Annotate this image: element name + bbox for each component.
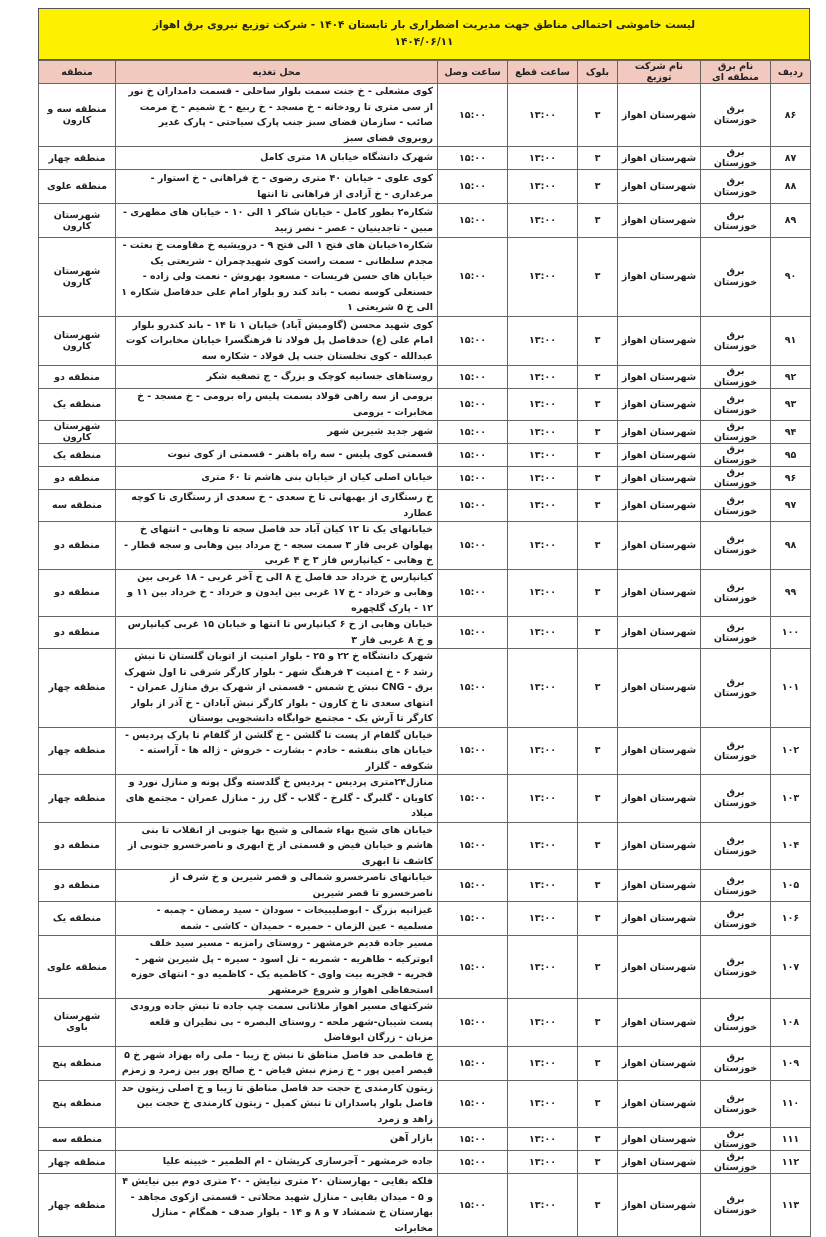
region-cell: شهرستان کارون (39, 421, 116, 444)
row-number: ۹۶ (771, 467, 811, 490)
region-cell: منطقه دو (39, 617, 116, 649)
location-cell: برومی از سه راهی فولاد بسمت پلیس راه برومی - خ مسجد - خ مخابرات - برومی (116, 389, 438, 421)
company-cell: برق خوزستان (701, 444, 771, 467)
title-line: لیست خاموشی احتمالی مناطق جهت مدیریت اضطراری بار تابستان ۱۴۰۴ - شرکت توزیع نیروی برق اهواز (152, 19, 696, 31)
connect-time: ۱۵:۰۰ (438, 467, 508, 490)
connect-time: ۱۵:۰۰ (438, 366, 508, 389)
dist-cell: شهرستان اهواز (618, 902, 701, 936)
location-cell: خ رستگاری از بهبهانی تا خ سعدی - خ سعدی از رستگاری تا کوچه عطارد (116, 490, 438, 522)
table-row (39, 617, 811, 649)
row-number: ۱۱۱ (771, 1128, 811, 1151)
table-row (39, 490, 811, 522)
company-cell: برق خوزستان (701, 727, 771, 775)
row-number: ۹۴ (771, 421, 811, 444)
region-cell: منطقه دو (39, 467, 116, 490)
outage-table (38, 60, 811, 1237)
company-cell: برق خوزستان (701, 1046, 771, 1080)
connect-time: ۱۵:۰۰ (438, 170, 508, 204)
company-cell: برق خوزستان (701, 204, 771, 238)
company-cell: برق خوزستان (701, 170, 771, 204)
connect-time: ۱۵:۰۰ (438, 727, 508, 775)
company-cell: برق خوزستان (701, 1080, 771, 1128)
region-cell: منطقه چهار (39, 727, 116, 775)
company-cell: برق خوزستان (701, 522, 771, 570)
block-cell: ۳ (578, 467, 618, 490)
location-cell: کیانپارس خ خرداد حد فاصل خ ۸ الی خ آخر غربی - ۱۸ غربی بین وهابی و خرداد - خ ۱۷ غربی بین ایدون و خرداد - خ خرداد بین ۱۱ و ۱۲ - پارک گلچهره (116, 569, 438, 617)
block-cell: ۳ (578, 84, 618, 147)
region-cell: منطقه یک (39, 444, 116, 467)
cut-time: ۱۳:۰۰ (508, 569, 578, 617)
company-cell: برق خوزستان (701, 1174, 771, 1237)
cut-time: ۱۳:۰۰ (508, 421, 578, 444)
cut-time: ۱۳:۰۰ (508, 316, 578, 366)
table-row (39, 316, 811, 366)
connect-time: ۱۵:۰۰ (438, 569, 508, 617)
block-cell: ۳ (578, 902, 618, 936)
company-cell: برق خوزستان (701, 238, 771, 317)
header-company: نام برق منطقه ای (701, 61, 771, 84)
location-cell: خیابانهای یک تا ۱۲ کیان آباد حد فاصل سجه تا وهابی - انتهای خ پهلوان غربی فاز ۳ سمت سجه - خ مرداد بین وهابی و سجه قطار - خ وهابی - کیانپارس فاز ۳ خ ۴ غربی (116, 522, 438, 570)
region-cell: شهرستان کارون (39, 238, 116, 317)
location-cell: غیزانیه بزرگ - ابوصلیبیخات - سودان - سید رمضان - چمبه - مسلمیه - عین الزمان - حمیره - حمیدان - کاشی - شمه (116, 902, 438, 936)
dist-cell: شهرستان اهواز (618, 522, 701, 570)
company-cell: برق خوزستان (701, 389, 771, 421)
block-cell: ۳ (578, 822, 618, 870)
region-cell: منطقه پنج (39, 1046, 116, 1080)
table-row (39, 870, 811, 902)
connect-time: ۱۵:۰۰ (438, 490, 508, 522)
company-cell: برق خوزستان (701, 649, 771, 728)
connect-time: ۱۵:۰۰ (438, 870, 508, 902)
connect-time: ۱۵:۰۰ (438, 84, 508, 147)
dist-cell: شهرستان اهواز (618, 170, 701, 204)
region-cell: شهرستان کارون (39, 204, 116, 238)
dist-cell: شهرستان اهواز (618, 822, 701, 870)
table-row (39, 522, 811, 570)
cut-time: ۱۳:۰۰ (508, 238, 578, 317)
table-row (39, 999, 811, 1047)
company-cell: برق خوزستان (701, 147, 771, 170)
company-cell: برق خوزستان (701, 84, 771, 147)
location-cell: خیابان گلفام از پست تا گلشن - خ گلشن از گلفام تا پارک پردیس - خیابان های بنفشه - خادم - بشارت - خروش - ژاله ها - آراسته - شکوفه - گلزار (116, 727, 438, 775)
connect-time: ۱۵:۰۰ (438, 936, 508, 999)
dist-cell: شهرستان اهواز (618, 936, 701, 999)
block-cell: ۳ (578, 775, 618, 823)
dist-cell: شهرستان اهواز (618, 1151, 701, 1174)
cut-time: ۱۳:۰۰ (508, 1174, 578, 1237)
table-row (39, 421, 811, 444)
dist-cell: شهرستان اهواز (618, 366, 701, 389)
table-row (39, 366, 811, 389)
table-row (39, 727, 811, 775)
connect-time: ۱۵:۰۰ (438, 1046, 508, 1080)
region-cell: منطقه دو (39, 522, 116, 570)
location-cell: شکاره۱خیابان های فتح ۱ الی فتح ۹ - درویشیه خ مقاومت خ بعثت - مجدم سلطانی - سمت راست کوی شهیدچمران - شریعتی یک خیابان های حسن فریسات - مسعود بهروش - نعمت ولی زاده - حسنعلی کوسه نصب - باند کند رو بلوار امام علی حدفاصل شکاره ۱ الی خ ۵ شریعتی ۱ (116, 238, 438, 317)
connect-time: ۱۵:۰۰ (438, 1151, 508, 1174)
region-cell: منطقه چهار (39, 1151, 116, 1174)
dist-cell: شهرستان اهواز (618, 147, 701, 170)
location-cell: روستاهای جسانیه کوچک و بزرگ - ج تصفیه شکر (116, 366, 438, 389)
table-row (39, 84, 811, 147)
location-cell: شرکتهای مسیر اهواز ملاثانی سمت چپ جاده تا نبش جاده ورودی پست شیبان-شهر ملحه - روستای البصره - بی نظیران و قلعه مزبان - زرگان ابوفاضل (116, 999, 438, 1047)
cut-time: ۱۳:۰۰ (508, 1046, 578, 1080)
header-connect: ساعت وصل (438, 61, 508, 84)
region-cell: منطقه یک (39, 902, 116, 936)
cut-time: ۱۳:۰۰ (508, 1128, 578, 1151)
cut-time: ۱۳:۰۰ (508, 822, 578, 870)
dist-cell: شهرستان اهواز (618, 727, 701, 775)
table-row (39, 1046, 811, 1080)
row-number: ۱۱۳ (771, 1174, 811, 1237)
region-cell: منطقه دو (39, 822, 116, 870)
table-row (39, 238, 811, 317)
block-cell: ۳ (578, 1151, 618, 1174)
row-number: ۱۰۶ (771, 902, 811, 936)
header-region: منطقه (39, 61, 116, 84)
region-cell: منطقه سه (39, 1128, 116, 1151)
company-cell: برق خوزستان (701, 936, 771, 999)
company-cell: برق خوزستان (701, 902, 771, 936)
company-cell: برق خوزستان (701, 490, 771, 522)
dist-cell: شهرستان اهواز (618, 204, 701, 238)
table-row (39, 147, 811, 170)
dist-cell: شهرستان اهواز (618, 569, 701, 617)
connect-time: ۱۵:۰۰ (438, 1080, 508, 1128)
cut-time: ۱۳:۰۰ (508, 775, 578, 823)
location-cell: خیابان های شیخ بهاء شمالی و شیخ بها جنوبی از انقلاب تا بنی هاشم و خیابان فیض و قسمتی از خ ابهری و ناصرخسرو جنوبی از کاشف تا ابهری (116, 822, 438, 870)
block-cell: ۳ (578, 1046, 618, 1080)
table-row (39, 1080, 811, 1128)
connect-time: ۱۵:۰۰ (438, 389, 508, 421)
row-number: ۱۰۲ (771, 727, 811, 775)
region-cell: شهرستان کارون (39, 316, 116, 366)
cut-time: ۱۳:۰۰ (508, 522, 578, 570)
row-number: ۱۱۲ (771, 1151, 811, 1174)
company-cell: برق خوزستان (701, 421, 771, 444)
cut-time: ۱۳:۰۰ (508, 490, 578, 522)
cut-time: ۱۳:۰۰ (508, 649, 578, 728)
company-cell: برق خوزستان (701, 366, 771, 389)
row-number: ۹۲ (771, 366, 811, 389)
connect-time: ۱۵:۰۰ (438, 444, 508, 467)
table-row (39, 1128, 811, 1151)
row-number: ۱۰۱ (771, 649, 811, 728)
region-cell: منطقه یک (39, 389, 116, 421)
region-cell: منطقه سه (39, 490, 116, 522)
row-number: ۱۰۹ (771, 1046, 811, 1080)
cut-time: ۱۳:۰۰ (508, 727, 578, 775)
cut-time: ۱۳:۰۰ (508, 147, 578, 170)
location-cell: شهرک دانشگاه خیابان ۱۸ متری کامل (116, 147, 438, 170)
dist-cell: شهرستان اهواز (618, 389, 701, 421)
connect-time: ۱۵:۰۰ (438, 1174, 508, 1237)
table-row (39, 775, 811, 823)
block-cell: ۳ (578, 727, 618, 775)
cut-time: ۱۳:۰۰ (508, 936, 578, 999)
block-cell: ۳ (578, 316, 618, 366)
location-cell: شهر جدید شیرین شهر (116, 421, 438, 444)
table-row (39, 204, 811, 238)
row-number: ۹۰ (771, 238, 811, 317)
table-row (39, 649, 811, 728)
location-cell: کوی علوی - خیابان ۴۰ متری رضوی - خ فراهانی - خ استوار - مرغداری - خ آزادی از فراهانی تا انتها (116, 170, 438, 204)
connect-time: ۱۵:۰۰ (438, 316, 508, 366)
sheet-title (38, 8, 810, 60)
cut-time: ۱۳:۰۰ (508, 170, 578, 204)
connect-time: ۱۵:۰۰ (438, 822, 508, 870)
location-cell: مسیر جاده قدیم خرمشهر - روستای رامزیه - مسیر سید خلف ابوترکیه - طاهریه - شمریه - تل اسود - سیره - پل شیرین شهر - فجریه - فجریه بیت واوی - کاظمیه یک - کاظمیه دو - انتهای حوزه استحفاظی اهواز و شروع خرمشهر (116, 936, 438, 999)
region-cell: منطقه چهار (39, 147, 116, 170)
row-number: ۱۱۰ (771, 1080, 811, 1128)
company-cell: برق خوزستان (701, 617, 771, 649)
dist-cell: شهرستان اهواز (618, 238, 701, 317)
header-cut: ساعت قطع (508, 61, 578, 84)
table-row (39, 902, 811, 936)
location-cell: زیتون کارمندی خ حجت حد فاصل مناطق تا زیبا و خ اصلی زیتون حد فاصل بلوار پاسداران تا نبش کمیل - زیتون کارمندی خ حجت بین زاهد و زمرد (116, 1080, 438, 1128)
dist-cell: شهرستان اهواز (618, 1128, 701, 1151)
dist-cell: شهرستان اهواز (618, 999, 701, 1047)
block-cell: ۳ (578, 444, 618, 467)
block-cell: ۳ (578, 1080, 618, 1128)
row-number: ۱۰۰ (771, 617, 811, 649)
row-number: ۹۳ (771, 389, 811, 421)
region-cell: منطقه علوی (39, 936, 116, 999)
cut-time: ۱۳:۰۰ (508, 902, 578, 936)
header-block: بلوک (578, 61, 618, 84)
company-cell: برق خوزستان (701, 316, 771, 366)
table-row (39, 1174, 811, 1237)
row-number: ۸۹ (771, 204, 811, 238)
block-cell: ۳ (578, 170, 618, 204)
block-cell: ۳ (578, 569, 618, 617)
dist-cell: شهرستان اهواز (618, 467, 701, 490)
cut-time: ۱۳:۰۰ (508, 389, 578, 421)
cut-time: ۱۳:۰۰ (508, 467, 578, 490)
header-row (39, 61, 811, 84)
dist-cell: شهرستان اهواز (618, 1174, 701, 1237)
block-cell: ۳ (578, 1174, 618, 1237)
block-cell: ۳ (578, 238, 618, 317)
block-cell: ۳ (578, 421, 618, 444)
table-row (39, 170, 811, 204)
company-cell: برق خوزستان (701, 1151, 771, 1174)
connect-time: ۱۵:۰۰ (438, 1128, 508, 1151)
dist-cell: شهرستان اهواز (618, 1046, 701, 1080)
block-cell: ۳ (578, 389, 618, 421)
connect-time: ۱۵:۰۰ (438, 902, 508, 936)
location-cell: بازار آهن (116, 1128, 438, 1151)
block-cell: ۳ (578, 490, 618, 522)
block-cell: ۳ (578, 1128, 618, 1151)
table-row (39, 822, 811, 870)
connect-time: ۱۵:۰۰ (438, 522, 508, 570)
company-cell: برق خوزستان (701, 999, 771, 1047)
row-number: ۸۶ (771, 84, 811, 147)
table-row (39, 444, 811, 467)
table-row (39, 569, 811, 617)
table-row (39, 936, 811, 999)
cut-time: ۱۳:۰۰ (508, 1080, 578, 1128)
location-cell: خیابانهای ناصرخسرو شمالی و قصر شیرین و خ شرف از ناصرخسرو تا قصر شیرین (116, 870, 438, 902)
cut-time: ۱۳:۰۰ (508, 870, 578, 902)
cut-time: ۱۳:۰۰ (508, 617, 578, 649)
connect-time: ۱۵:۰۰ (438, 775, 508, 823)
block-cell: ۳ (578, 366, 618, 389)
header-dist: نام شرکت توزیع (618, 61, 701, 84)
location-cell: منازل۲۴متری پردیس - پردیس خ گلدسته وگل پونه و منازل نورد و کاویان - گلبرگ - گلرخ - گلاب - گل رز - منازل عمران - مجتمع های میلاد (116, 775, 438, 823)
block-cell: ۳ (578, 870, 618, 902)
dist-cell: شهرستان اهواز (618, 421, 701, 444)
outage-sheet (38, 8, 810, 1237)
location-cell: فلکه بقایی - بهارستان ۲۰ متری نیایش - ۲۰ متری دوم بین نیایش ۴ و ۵ - میدان بقایی - منازل شهید محلاتی - قسمتی ازکوی مجاهد - بهارستان خ شمشاد ۷ و ۸ و ۱۴ - بلوار صدف - همگام - منازل مخابرات (116, 1174, 438, 1237)
connect-time: ۱۵:۰۰ (438, 238, 508, 317)
row-number: ۱۰۸ (771, 999, 811, 1047)
block-cell: ۳ (578, 147, 618, 170)
location-cell: خیابان وهابی از خ ۶ کیانپارس تا انتها و خیابان ۱۵ غربی کیانپارس و خ ۸ غربی فاز ۳ (116, 617, 438, 649)
location-cell: خ فاطمی حد فاصل مناطق تا نبش خ زیبا - ملی راه بهزاد شهر خ ۵ قیصر امین پور - خ زمزم نبش فیاض - خ صالح پور بین زمرد و زمزم (116, 1046, 438, 1080)
cut-time: ۱۳:۰۰ (508, 84, 578, 147)
block-cell: ۳ (578, 522, 618, 570)
dist-cell: شهرستان اهواز (618, 617, 701, 649)
region-cell: منطقه چهار (39, 775, 116, 823)
dist-cell: شهرستان اهواز (618, 775, 701, 823)
region-cell: منطقه چهار (39, 649, 116, 728)
table-row (39, 389, 811, 421)
dist-cell: شهرستان اهواز (618, 316, 701, 366)
region-cell: منطقه دو (39, 569, 116, 617)
connect-time: ۱۵:۰۰ (438, 617, 508, 649)
table-row (39, 467, 811, 490)
connect-time: ۱۵:۰۰ (438, 999, 508, 1047)
dist-cell: شهرستان اهواز (618, 84, 701, 147)
row-number: ۹۱ (771, 316, 811, 366)
cut-time: ۱۳:۰۰ (508, 366, 578, 389)
cut-time: ۱۳:۰۰ (508, 999, 578, 1047)
dist-cell: شهرستان اهواز (618, 1080, 701, 1128)
location-cell: کوی مشعلی - خ جنت سمت بلوار ساحلی - قسمت دامداران خ نور از سی متری تا رودخانه - خ مسجد - خ ربیع - خ شمیم - خ مرمت صائب - سازمان فضای سبز جنب پارک سیاحتی - پارک غدیر روبروی فضای سبز (116, 84, 438, 147)
table-row (39, 1151, 811, 1174)
connect-time: ۱۵:۰۰ (438, 147, 508, 170)
company-cell: برق خوزستان (701, 822, 771, 870)
title-date: ۱۴۰۴/۰۶/۱۱ (394, 36, 454, 48)
block-cell: ۳ (578, 617, 618, 649)
cut-time: ۱۳:۰۰ (508, 1151, 578, 1174)
region-cell: منطقه دو (39, 366, 116, 389)
region-cell: منطقه چهار (39, 1174, 116, 1237)
row-number: ۸۷ (771, 147, 811, 170)
location-cell: قسمتی کوی پلیس - سه راه باهنر - قسمتی از کوی نبوت (116, 444, 438, 467)
connect-time: ۱۵:۰۰ (438, 204, 508, 238)
block-cell: ۳ (578, 999, 618, 1047)
company-cell: برق خوزستان (701, 870, 771, 902)
header-location: محل تغذیه (116, 61, 438, 84)
dist-cell: شهرستان اهواز (618, 490, 701, 522)
row-number: ۱۰۵ (771, 870, 811, 902)
company-cell: برق خوزستان (701, 1128, 771, 1151)
region-cell: منطقه علوی (39, 170, 116, 204)
connect-time: ۱۵:۰۰ (438, 649, 508, 728)
location-cell: جاده خرمشهر - آجرسازی کریشان - ام الطمیر - خبینه علیا (116, 1151, 438, 1174)
block-cell: ۳ (578, 649, 618, 728)
block-cell: ۳ (578, 936, 618, 999)
row-number: ۹۷ (771, 490, 811, 522)
row-number: ۸۸ (771, 170, 811, 204)
location-cell: شهرک دانشگاه خ ۲۲ و ۲۵ - بلوار امنیت از اتوبان گلستان تا نبش رشد ۶ - خ امنیت ۳ فرهنگ شهر - بلوار کارگر شرقی تا اول شهرک برق - CNG نبش خ شمس - قسمتی از شهرک برق منازل عمران - انتهای سعدی تا خ کارون - بلوار کارگر نبش آبادان - خ آذر از بلوار کارگر تا آرش یک - مجتمع خوابگاه دانشجویی بوستان (116, 649, 438, 728)
header-row-number: ردیف (771, 61, 811, 84)
row-number: ۹۸ (771, 522, 811, 570)
dist-cell: شهرستان اهواز (618, 649, 701, 728)
location-cell: کوی شهید محسن (گاومیش آباد) خیابان ۱ تا ۱۴ - باند کندرو بلوار امام علی (ع) حدفاصل پل فولاد تا فرهنگسرا خیابان مخابرات کوت عبدالله - کوی نخلستان جنب پل فولاد - شکاره سه (116, 316, 438, 366)
region-cell: منطقه سه و کارون (39, 84, 116, 147)
location-cell: خیابان اصلی کیان از خیابان بنی هاشم تا ۶۰ متری (116, 467, 438, 490)
connect-time: ۱۵:۰۰ (438, 421, 508, 444)
dist-cell: شهرستان اهواز (618, 870, 701, 902)
row-number: ۱۰۳ (771, 775, 811, 823)
region-cell: منطقه پنج (39, 1080, 116, 1128)
dist-cell: شهرستان اهواز (618, 444, 701, 467)
cut-time: ۱۳:۰۰ (508, 444, 578, 467)
row-number: ۹۵ (771, 444, 811, 467)
region-cell: منطقه دو (39, 870, 116, 902)
company-cell: برق خوزستان (701, 467, 771, 490)
cut-time: ۱۳:۰۰ (508, 204, 578, 238)
row-number: ۱۰۴ (771, 822, 811, 870)
region-cell: شهرستان باوی (39, 999, 116, 1047)
company-cell: برق خوزستان (701, 775, 771, 823)
block-cell: ۳ (578, 204, 618, 238)
company-cell: برق خوزستان (701, 569, 771, 617)
location-cell: شکاره۲ بطور کامل - خیابان شاکر ۱ الی ۱۰ - خیابان های مطهری - مبین - تاجدینیان - عصر - نصر زبید (116, 204, 438, 238)
row-number: ۹۹ (771, 569, 811, 617)
row-number: ۱۰۷ (771, 936, 811, 999)
